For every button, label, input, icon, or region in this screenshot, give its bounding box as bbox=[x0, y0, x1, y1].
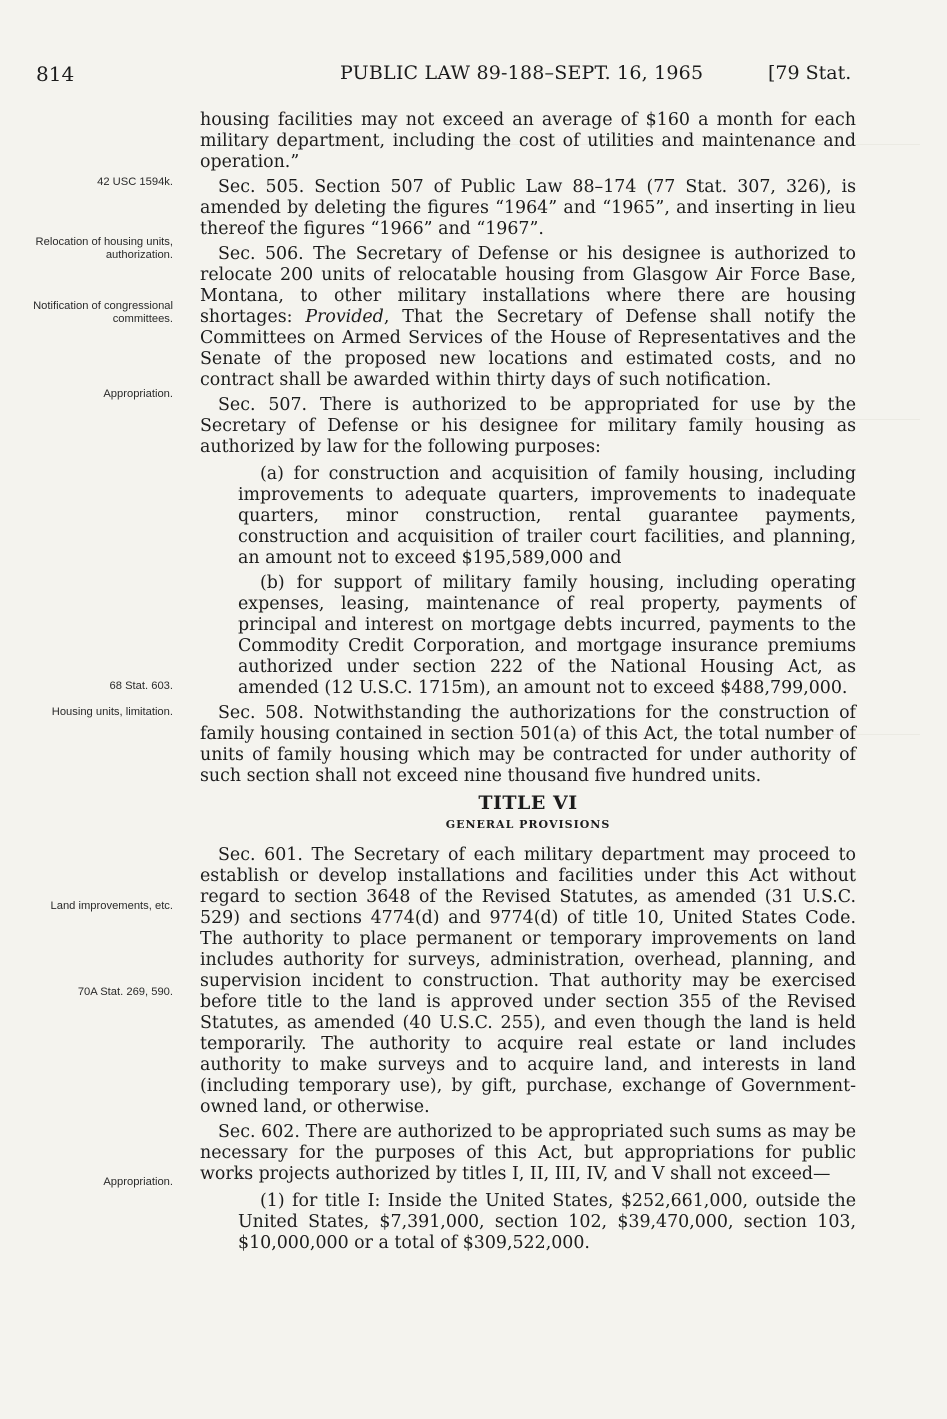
section-602: Sec. 602. There are authorized to be appropriated such sums as may be necessary for the purposes of this Act, but appropriations for public works projects authorized by titles I, II, III, IV, and V shall not exceed— bbox=[200, 1122, 856, 1184]
page-header bbox=[0, 62, 947, 92]
page-number: 814 bbox=[36, 62, 75, 86]
margin-note: Land improvements, etc. bbox=[50, 900, 173, 912]
margin-note: 68 Stat. 603. bbox=[109, 680, 173, 692]
section-507-b: (b) for support of military family housing, including operating expenses, leasing, maintenance of real property, payments of principal and interest on mortgage debts incurred, payments to the Commodity Credit Corporation, and mortgage insurance premiums authorized under section 222 of the National Housing Act, as amended (12 U.S.C. 1715m), an amount not to exceed $488,799,000. bbox=[238, 573, 856, 698]
volume-reference: [79 Stat. bbox=[768, 62, 852, 84]
section-508: Sec. 508. Notwithstanding the authorizations for the construction of family housing contained in section 501(a) of this Act, the total number of units of family housing which may be contracted for under authority of such section shall not exceed nine thousand five hundred units. bbox=[200, 703, 856, 786]
section-507: Sec. 507. There is authorized to be appropriated for use by the Secretary of Defense or his designee for military family housing as authorized by law for the following purposes: bbox=[200, 395, 856, 457]
margin-note: Notification of congressional committees. bbox=[33, 300, 173, 325]
section-507-a: (a) for construction and acquisition of family housing, including improvements to adequate quarters, improvements to inadequate quarters, minor construction, rental guarantee payments, construction and acquisition of trailer court facilities, and planning, an amount not to exceed $195,589,000 and bbox=[238, 464, 856, 568]
margin-note: Appropriation. bbox=[103, 388, 173, 400]
margin-note: Housing units, limitation. bbox=[51, 706, 173, 718]
title-vi-heading: TITLE VI bbox=[478, 792, 578, 814]
margin-note: 70A Stat. 269, 590. bbox=[77, 986, 173, 998]
margin-note: Relocation of housing units, authorization. bbox=[35, 236, 173, 261]
running-title: PUBLIC LAW 89-188–SEPT. 16, 1965 bbox=[340, 62, 704, 84]
section-506 bbox=[200, 244, 856, 391]
provided-italic: Provided bbox=[305, 307, 384, 327]
section-601: Sec. 601. The Secretary of each military department may proceed to establish or develop installations and facilities under this Act without regard to section 3648 of the Revised Statutes, as amended (31 U.S.C. 529) and sections 4774(d) and 9774(d) of title 10, United States Code. The authority to place permanent or temporary improvements on land includes authority for surveys, administration, overhead, planning, and supervision incident to construction. That authority may be exercised before title to the land is approved under section 355 of the Revised Statutes, as amended (40 U.S.C. 255), and even though the land is held temporarily. The authority to acquire real estate or land includes authority to make surveys and to acquire land, and interests in land (including temporary use), by gift, purchase, exchange of Government-owned land, or otherwise. bbox=[200, 845, 856, 1117]
general-provisions-heading: GENERAL PROVISIONS bbox=[445, 818, 611, 831]
margin-note: Appropriation. bbox=[103, 1176, 173, 1188]
section-602-1: (1) for title I: Inside the United States, $252,661,000, outside the United States, $7,391,000, section 102, $39,470,000, section 103, $10,000,000 or a total of $309,522,000. bbox=[238, 1191, 856, 1253]
section-506-text-a: Sec. 506. The Secretary of Defense or his designee is authorized to relocate 200 units of relocatable housing from Glasgow Air Force Base, Montana, to other military installations where there are housing shortages: bbox=[200, 244, 856, 327]
section-505: Sec. 505. Section 507 of Public Law 88–174 (77 Stat. 307, 326), is amended by deleting the figures “1964” and “1965”, and inserting in lieu thereof the figures “1966” and “1967”. bbox=[200, 177, 856, 239]
statute-text bbox=[200, 110, 856, 1254]
continued-paragraph: housing facilities may not exceed an average of $160 a month for each military department, including the cost of utilities and maintenance and operation.” bbox=[200, 110, 856, 172]
section-506-text-b: , That the Secretary of Defense shall notify the Committees on Armed Services of the House of Representatives and the Senate of the proposed new locations and estimated costs, and no contract shall be awarded within thirty days of such notification. bbox=[200, 307, 856, 390]
margin-note: 42 USC 1594k. bbox=[97, 176, 173, 188]
